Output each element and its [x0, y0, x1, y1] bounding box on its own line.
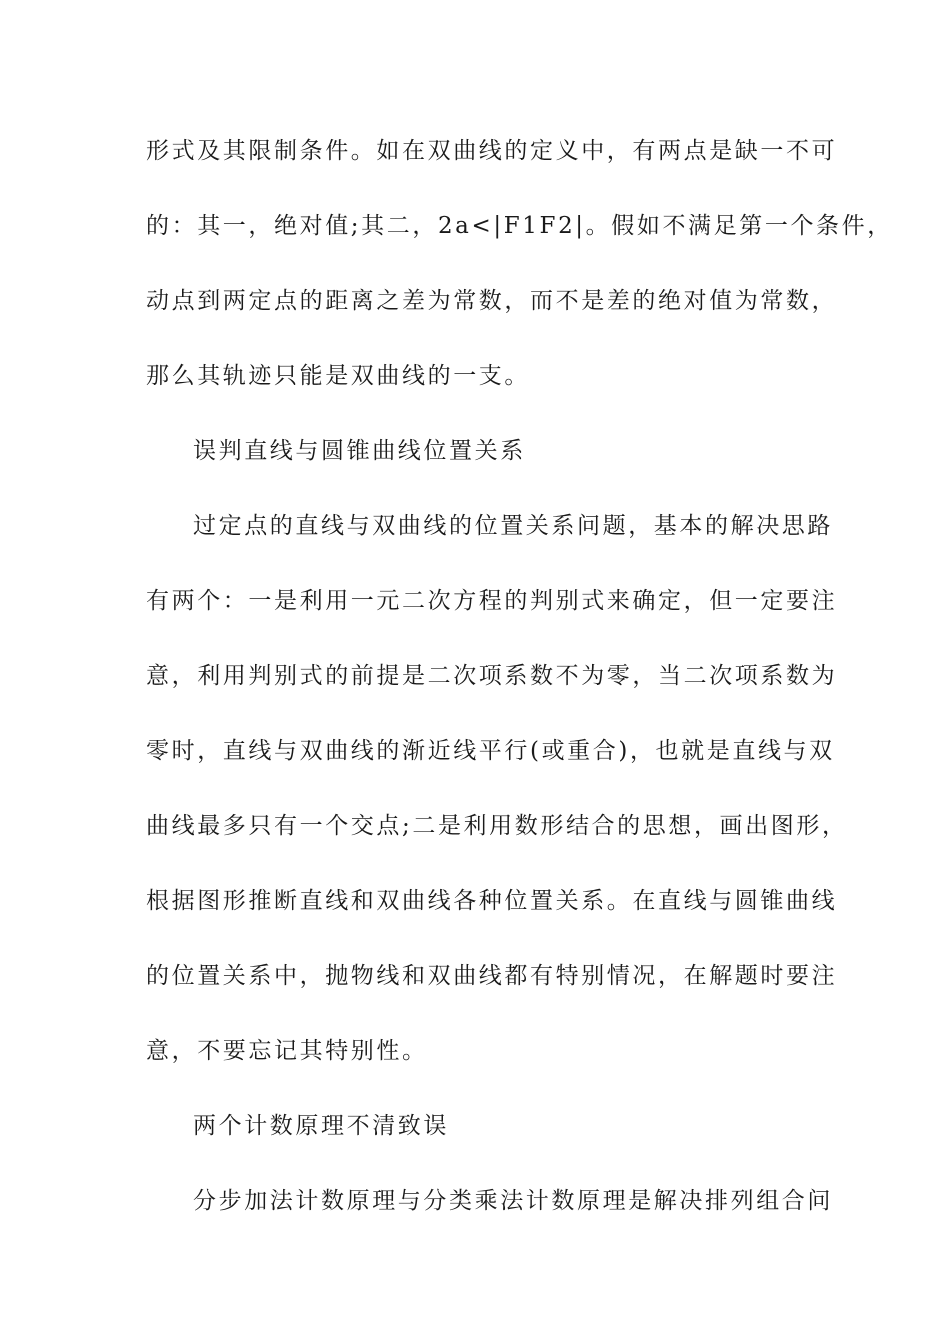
paragraph-line: 分步加法计数原理与分类乘法计数原理是解决排列组合问: [193, 1188, 833, 1214]
paragraph-line: 根据图形推断直线和双曲线各种位置关系。在直线与圆锥曲线: [146, 888, 838, 914]
paragraph-line: 意，利用判别式的前提是二次项系数不为零，当二次项系数为: [146, 663, 838, 689]
paragraph-line: 动点到两定点的距离之差为常数，而不是差的绝对值为常数，: [146, 288, 838, 314]
paragraph-line: 那么其轨迹只能是双曲线的一支。: [146, 363, 530, 389]
paragraph-line: 意，不要忘记其特别性。: [146, 1038, 428, 1064]
paragraph-line: 零时，直线与双曲线的渐近线平行(或重合)，也就是直线与双: [146, 738, 835, 764]
paragraph-line: 的位置关系中，抛物线和双曲线都有特别情况，在解题时要注: [146, 963, 838, 989]
section-heading: 误判直线与圆锥曲线位置关系: [193, 438, 526, 464]
paragraph-line: 曲线最多只有一个交点;二是利用数形结合的思想，画出图形，: [146, 813, 848, 839]
paragraph-line: 形式及其限制条件。如在双曲线的定义中，有两点是缺一不可: [146, 138, 838, 164]
paragraph-line: 有两个：一是利用一元二次方程的判别式来确定，但一定要注: [146, 588, 838, 614]
section-heading: 两个计数原理不清致误: [193, 1113, 449, 1139]
paragraph-line: 过定点的直线与双曲线的位置关系问题，基本的解决思路: [193, 513, 833, 539]
paragraph-line: 的：其一，绝对值;其二，2a<|F1F2|。假如不满足第一个条件，: [146, 213, 893, 239]
